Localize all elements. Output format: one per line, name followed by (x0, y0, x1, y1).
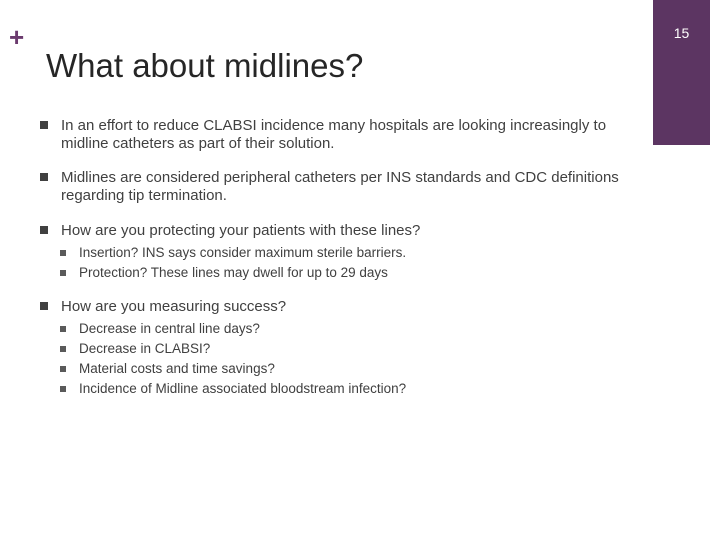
bullet-square-icon (40, 226, 48, 234)
sub-bullet-text: Insertion? INS says consider maximum sterile barriers. (79, 245, 407, 260)
bullet-text: How are you protecting your patients with these lines? (61, 222, 421, 239)
bullet-text: How are you measuring success? (61, 298, 287, 315)
bullet-square-icon (40, 302, 48, 310)
bullet-text: In an effort to reduce CLABSI incidence many hospitals are looking increasingly to midline catheters as part of their solution. (61, 117, 607, 152)
slide-number: 15 (673, 25, 690, 41)
sub-bullet-text: Protection? These lines may dwell for up to 29 days (79, 265, 388, 280)
bullet-text: Midlines are considered peripheral catheters per INS standards and CDC definitions regarding tip termination. (61, 169, 619, 204)
bullet-square-icon (40, 121, 48, 129)
sub-bullet-text: Decrease in CLABSI? (79, 341, 211, 356)
sub-bullet-text: Decrease in central line days? (79, 321, 260, 336)
sub-bullet-square-icon (60, 326, 66, 332)
sub-bullet-square-icon (60, 366, 66, 372)
sub-bullet-square-icon (60, 250, 66, 256)
bullet-square-icon (40, 173, 48, 181)
slide-number-tab (653, 0, 710, 145)
sub-bullet-text: Incidence of Midline associated bloodstream infection? (79, 381, 407, 396)
sub-bullet-square-icon (60, 346, 66, 352)
sub-bullet-square-icon (60, 386, 66, 392)
sub-bullet-square-icon (60, 270, 66, 276)
plus-icon: + (9, 22, 25, 52)
sub-bullet-text: Material costs and time savings? (79, 361, 275, 376)
slide-title: What about midlines? (46, 47, 364, 84)
